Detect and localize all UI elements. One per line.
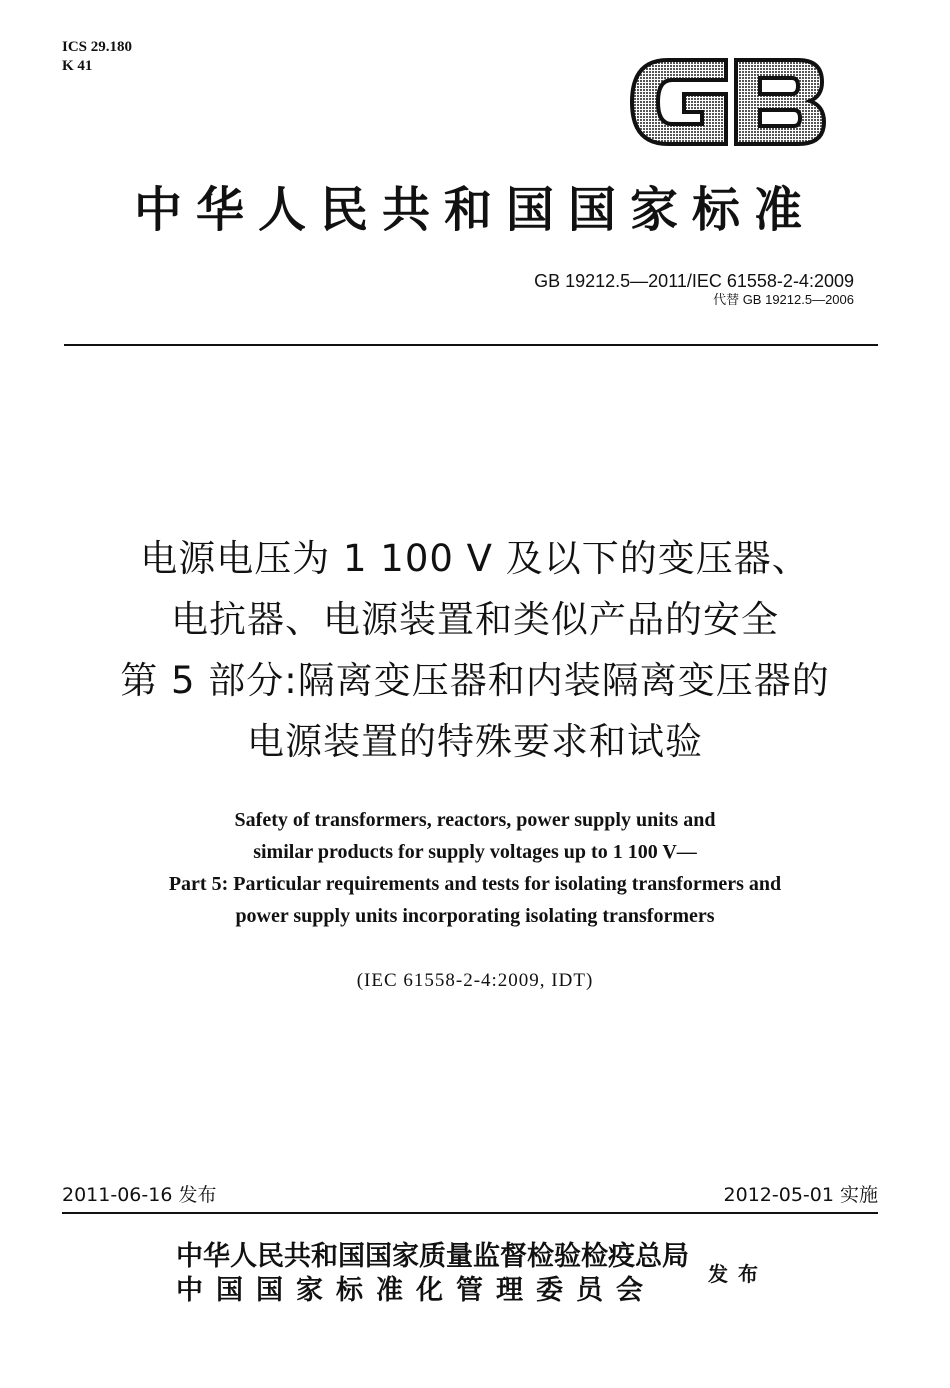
chinese-title-line: 电源装置的特殊要求和试验 <box>247 720 703 763</box>
implementation-date: 2012-05-01 实施 <box>723 1184 878 1206</box>
issuing-authorities <box>176 1240 689 1308</box>
equivalence-note: (IEC 61558-2-4:2009, IDT) <box>356 970 594 991</box>
ccs-code: K 41 <box>62 58 93 74</box>
standard-number-block <box>534 270 854 308</box>
classification-codes <box>62 38 132 76</box>
national-standard-title: 中华人民共和国国家标准 <box>133 182 816 238</box>
chinese-title <box>0 528 950 772</box>
gb-logo-icon <box>628 50 828 154</box>
chinese-title-line: 电源电压为 1 100 V 及以下的变压器、 <box>140 537 810 580</box>
footer-divider <box>62 1212 878 1214</box>
english-title <box>0 804 950 932</box>
issuer-sac: 中国国家标准化管理委员会 <box>176 1275 656 1306</box>
english-title-line: Safety of transformers, reactors, power supply units and <box>234 809 716 831</box>
english-title-line: similar products for supply voltages up to 1 100 V— <box>253 841 697 863</box>
english-title-line: power supply units incorporating isolating transformers <box>235 905 715 927</box>
replaces-note: 代替 GB 19212.5—2006 <box>713 292 854 307</box>
publish-date: 2011-06-16 发布 <box>62 1184 217 1206</box>
english-title-line: Part 5: Particular requirements and tests for isolating transformers and <box>168 873 782 895</box>
chinese-title-line: 电抗器、电源装置和类似产品的安全 <box>171 598 779 641</box>
ics-code: ICS 29.180 <box>62 39 133 55</box>
gb-logo <box>628 50 828 154</box>
issuer-aqsiq: 中华人民共和国国家质量监督检验检疫总局 <box>176 1241 689 1272</box>
standard-number: GB 19212.5—2011/IEC 61558-2-4:2009 <box>534 271 854 291</box>
chinese-title-line: 第 5 部分:隔离变压器和内装隔离变压器的 <box>120 659 830 702</box>
header-divider <box>64 344 878 346</box>
issue-label: 发布 <box>708 1262 768 1286</box>
